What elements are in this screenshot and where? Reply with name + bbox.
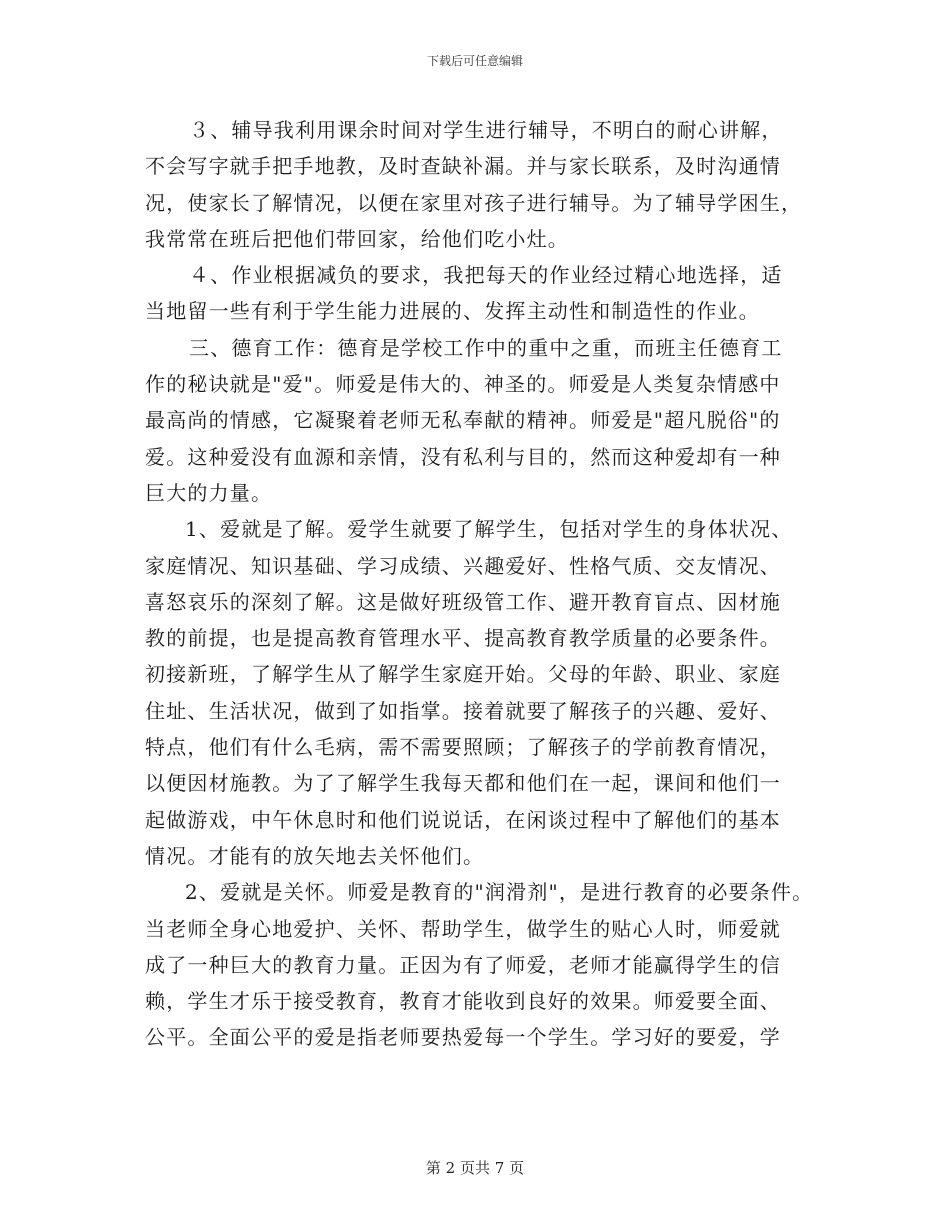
- page-number: 第 2 页共 7 页: [425, 1159, 525, 1177]
- text-line: 当地留一些有利于学生能力进展的、发挥主动性和制造性的作业。: [145, 299, 760, 324]
- text-line: 家庭情况、知识基础、学习成绩、兴趣爱好、性格气质、交友情况、: [145, 553, 781, 578]
- text-line: 以便因材施教。为了了解学生我每天都和他们在一起，课间和他们一: [145, 771, 781, 796]
- text-line: 喜怒哀乐的深刻了解。这是做好班级管工作、避开教育盲点、因材施: [145, 589, 781, 614]
- text-line: 初接新班，了解学生从了解学生家庭开始。父母的年龄、职业、家庭: [145, 662, 781, 687]
- document-body: [145, 112, 825, 1056]
- text-line: 我常常在班后把他们带回家，给他们吃小灶。: [145, 226, 569, 251]
- text-line: 2、爱就是关怀。师爱是教育的"润滑剂"，是进行教育的必要条件。: [185, 880, 814, 905]
- text-line: 公平。全面公平的爱是指老师要热爱每一个学生。学习好的要爱，学: [145, 1025, 781, 1050]
- text-line: 成了一种巨大的教育力量。正因为有了师爱，老师才能赢得学生的信: [145, 952, 781, 977]
- page-header: 下载后可任意编辑: [426, 54, 523, 68]
- text-line: 特点，他们有什么毛病，需不需要照顾；了解孩子的学前教育情况，: [145, 735, 781, 760]
- text-line: 作的秘诀就是"爱"。师爱是伟大的、神圣的。师爱是人类复杂情感中: [145, 372, 781, 397]
- text-line: 情况。才能有的放矢地去关怀他们。: [145, 843, 485, 868]
- text-line: ３、辅导我利用课余时间对学生进行辅导，不明白的耐心讲解，: [189, 118, 783, 142]
- text-line: 赖，学生才乐于接受教育，教育才能收到良好的效果。师爱要全面、: [145, 989, 781, 1014]
- text-line: 三、德育工作：德育是学校工作中的重中之重，而班主任德育工: [189, 335, 783, 360]
- text-line: 起做游戏，中午休息时和他们说说话，在闲谈过程中了解他们的基本: [145, 807, 781, 832]
- text-line: 况，使家长了解情况，以便在家里对孩子进行辅导。为了辅导学困生，: [145, 190, 803, 215]
- text-line: 最高尚的情感，它凝聚着老师无私奉献的精神。师爱是"超凡脱俗"的: [145, 408, 781, 433]
- text-line: 不会写字就手把手地教，及时查缺补漏。并与家长联系，及时沟通情: [145, 154, 781, 179]
- text-line: ４、作业根据减负的要求，我把每天的作业经过精心地选择，适: [189, 263, 783, 288]
- text-line: 住址、生活状况，做到了如指掌。接着就要了解孩子的兴趣、爱好、: [145, 698, 781, 723]
- text-line: 当老师全身心地爱护、关怀、帮助学生，做学生的贴心人时，师爱就: [145, 916, 781, 941]
- text-line: 1、爱就是了解。爱学生就要了解学生，包括对学生的身体状况、: [185, 517, 793, 542]
- text-line: 教的前提，也是提高教育管理水平、提高教育教学质量的必要条件。: [145, 626, 781, 651]
- text-line: 爱。这种爱没有血源和亲情，没有私利与目的，然而这种爱却有一种: [145, 444, 781, 469]
- text-line: 巨大的力量。: [145, 480, 273, 505]
